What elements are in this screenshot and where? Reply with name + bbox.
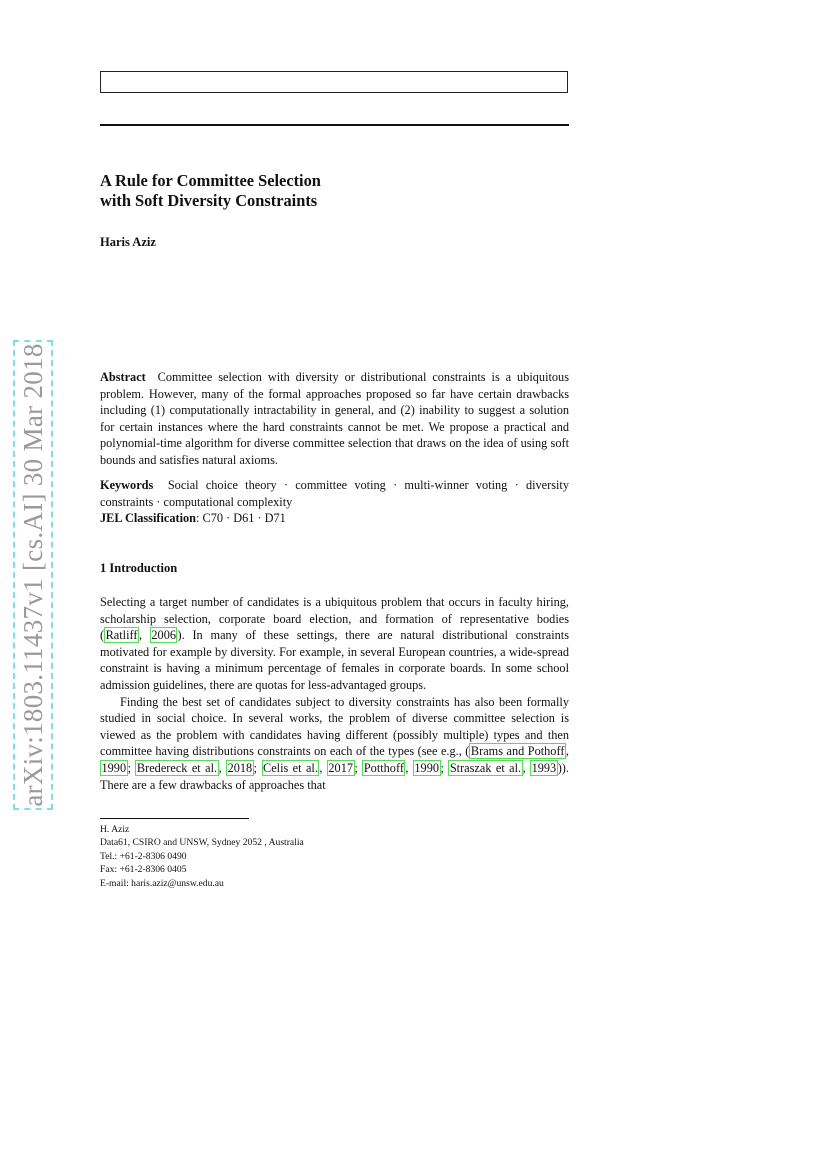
citation-link[interactable]: Potthoff [363, 760, 404, 775]
abstract [100, 369, 569, 469]
citation-year-link[interactable]: 1993 [531, 760, 557, 775]
intro-paragraph-1 [100, 594, 569, 694]
citation-link[interactable]: Bredereck et al. [136, 760, 218, 775]
jel-label: JEL Classification [100, 511, 196, 525]
citation-link[interactable]: Straszak et al. [449, 760, 522, 775]
footnote-fax: Fax: +61-2-8306 0405 [100, 864, 187, 876]
citation-separator: , [522, 760, 531, 775]
footnote-phone: Tel.: +61-2-8306 0490 [100, 850, 187, 862]
citation-separator: , [218, 760, 227, 775]
header-rule [100, 124, 569, 126]
arxiv-stamp[interactable]: arXiv:1803.11437v1 [cs.AI] 30 Mar 2018 [13, 340, 53, 810]
jel-classification [100, 510, 569, 527]
author-footnote [100, 823, 304, 890]
citation-separator: ; [354, 760, 363, 775]
citation-year-link[interactable]: 2017 [328, 760, 353, 775]
intro-p1-text-end: ). In many of these settings, there are natural distributional constraints motivated for example by diversity. For example, in several European countries, a wide-spread constraint is having a minimum percentage of females in corporate boards. In some school admission guidelines, there are quotas for less-advantaged groups. [100, 628, 570, 692]
footnote-rule [100, 818, 249, 819]
title-line-2: with Soft Diversity Constraints [100, 191, 318, 210]
author-name: Haris Aziz [100, 235, 156, 249]
citation-separator: , [319, 760, 327, 775]
keywords-label: Keywords [100, 478, 154, 492]
citation-year-link[interactable]: 1990 [414, 760, 439, 775]
citation-separator: ; [127, 760, 136, 775]
citation-separator: , [139, 628, 150, 643]
footnote-author: H. Aziz [100, 824, 130, 835]
citation-separator: ; [440, 760, 449, 775]
citation-link[interactable]: Ratliff [105, 628, 138, 643]
citation-link[interactable]: Brams and Pothoff [470, 744, 565, 759]
title-line-1: A Rule for Committee Selection [100, 171, 321, 190]
keywords-text: Social choice theory · committee voting · multi-winner voting · diversity constraints · computational complexity [100, 478, 569, 509]
intro-paragraph-2 [100, 694, 569, 794]
introduction-body [100, 594, 569, 793]
citation-year-link[interactable]: 1990 [101, 760, 127, 775]
citation-separator: , [565, 744, 569, 759]
intro-p2-text: Finding the best set of candidates subject to diversity constraints has also been formally studied in social choice. In several works, the problem of diverse committee selection is viewed as the problem with candidates having different (possibly multiple) types and then committee having distributions constraints on each of the types (see e.g., ( [100, 694, 569, 759]
section-heading: 1 Introduction [100, 561, 178, 575]
footnote-email: E-mail: haris.aziz@unsw.edu.au [100, 877, 224, 889]
abstract-text: Committee selection with diversity or distributional constraints is a ubiquitous problem. However, many of the formal approaches proposed so far have certain drawbacks including (1) computationally intractability in general, and (2) inability to suggest a solution for certain instances where the hard constraints cannot be met. We propose a practical and polynomial-time algorithm for diverse committee selection that draws on the idea of using soft bounds and satisfies natural axioms. [100, 370, 569, 467]
keywords [100, 477, 569, 510]
journal-header-box [100, 71, 568, 93]
footnote-affiliation: Data61, CSIRO and UNSW, Sydney 2052 , Australia [100, 837, 304, 849]
abstract-label: Abstract [100, 370, 146, 384]
jel-text: : C70 · D61 · D71 [196, 511, 286, 525]
paper-title [100, 171, 570, 211]
intro-p2-text-end: )). There are a few drawbacks of approaches that [100, 760, 569, 792]
citation-year-link[interactable]: 2006 [151, 628, 176, 643]
citation-separator: , [405, 760, 413, 775]
citation-separator: ; [253, 760, 262, 775]
citation-year-link[interactable]: 2018 [227, 760, 253, 775]
intro-p1-text: Selecting a target number of candidates is a ubiquitous problem that occurs in faculty hiring, scholarship selection, corporate board election, and formation of representative bodies ( [100, 595, 569, 643]
citation-link[interactable]: Celis et al. [263, 760, 318, 775]
